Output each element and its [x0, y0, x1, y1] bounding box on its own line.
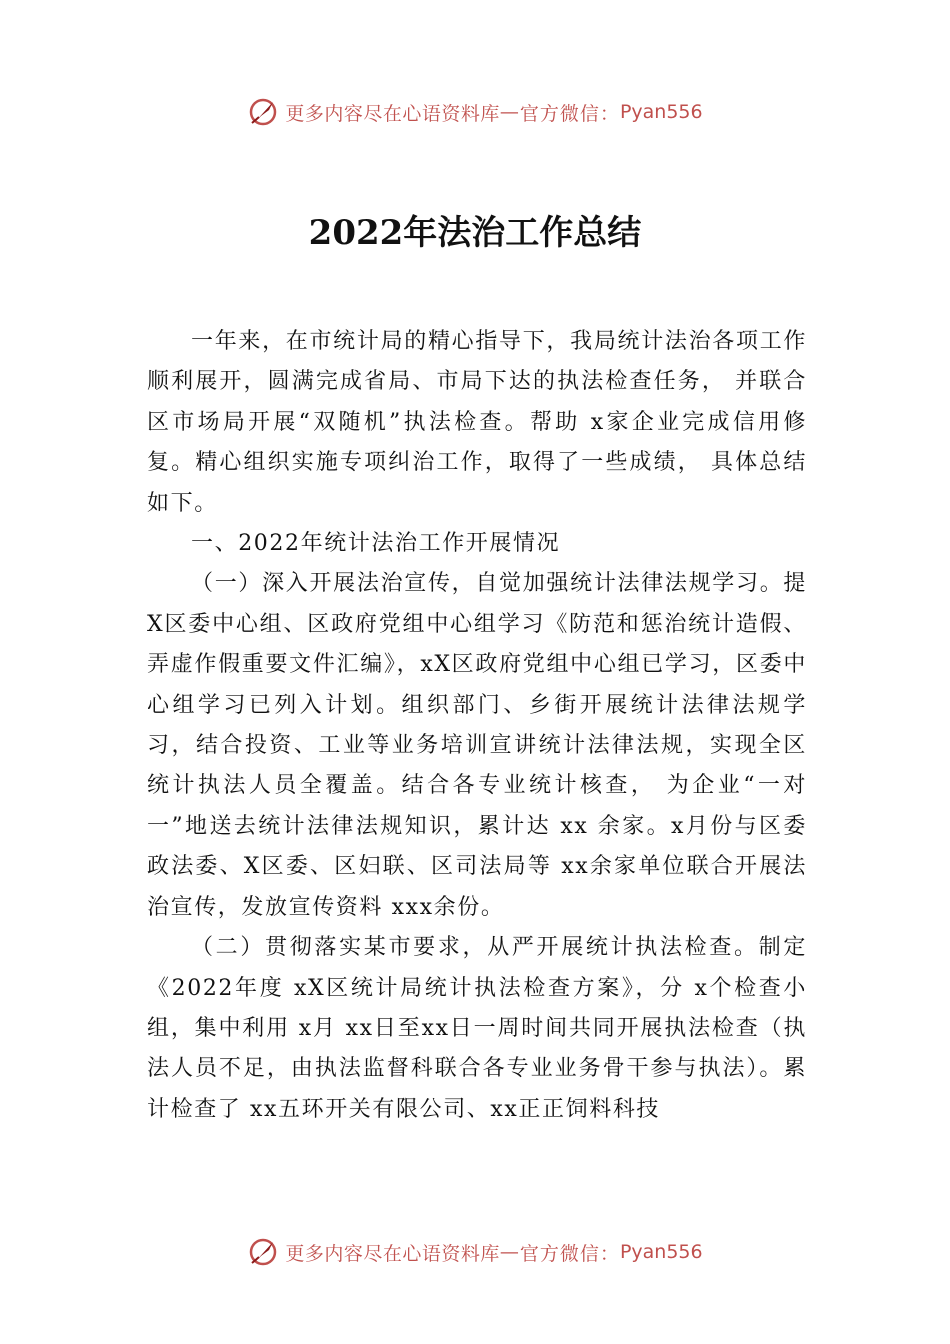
paragraph-intro: 一年来，在市统计局的精心指导下，我局统计法治各项工作顺利展开，圆满完成省局、市局下达的执法检查任务， 并联合区市场局开展“双随机”执法检查。帮助 x家企业完成信用修复。精心组织实施专项纠治工作，取得了一些成绩， 具体总结如下。 — [147, 329, 807, 516]
dash-text: — — [499, 1241, 520, 1263]
wechat-label: 官方微信： — [519, 102, 620, 125]
brand-text: 更多内容尽在心语资料库 — [285, 1242, 500, 1265]
brand-text: 更多内容尽在心语资料库 — [285, 102, 500, 125]
wechat-id: Pyan556 — [619, 101, 703, 123]
paragraph-publicity: （一）深入开展法治宣传，自觉加强统计法律法规学习。提X区委中心组、区政府党组中心组学习《防范和惩治统计造假、弄虚作假重要文件汇编》，xX区政府党组中心组已学习，区委中心组学习已列入计划。组织部门、乡街开展统计法律法规学习，结合投资、工业等业务培训宣讲统计法律法规，实现全区统计执法人员全覆盖。结合各专业统计核查， 为企业“一对一”地送去统计法律法规知识，累计达 xx 余家。x月份与区委政法委、X区委、区妇联、区司法局等 xx余家单位联合开展法治宣传，发放宣传资料 xxx余份。 — [147, 571, 807, 920]
quill-logo-icon — [247, 96, 279, 128]
dash-text: — — [499, 101, 520, 123]
quill-logo-icon — [247, 1236, 279, 1268]
header-watermark — [0, 96, 950, 128]
wechat-id: Pyan556 — [619, 1241, 703, 1263]
document-title: 2022年法治工作总结 — [308, 213, 642, 253]
wechat-label: 官方微信： — [519, 1242, 620, 1265]
paragraph-inspection: （二）贯彻落实某市要求，从严开展统计执法检查。制定《2022年度 xX区统计局统计执法检查方案》，分 x个检查小组，集中利用 x月 xx日至xx日一周时间共同开展执法检查（执法人员不足，由执法监督科联合各专业业务骨干参与执法）。累计检查了 xx五环开关有限公司、xx正正饲料科技 — [147, 935, 807, 1122]
section-heading: 一、2022年统计法治工作开展情况 — [191, 531, 561, 557]
footer-watermark — [0, 1236, 950, 1268]
document-body — [147, 322, 807, 1130]
